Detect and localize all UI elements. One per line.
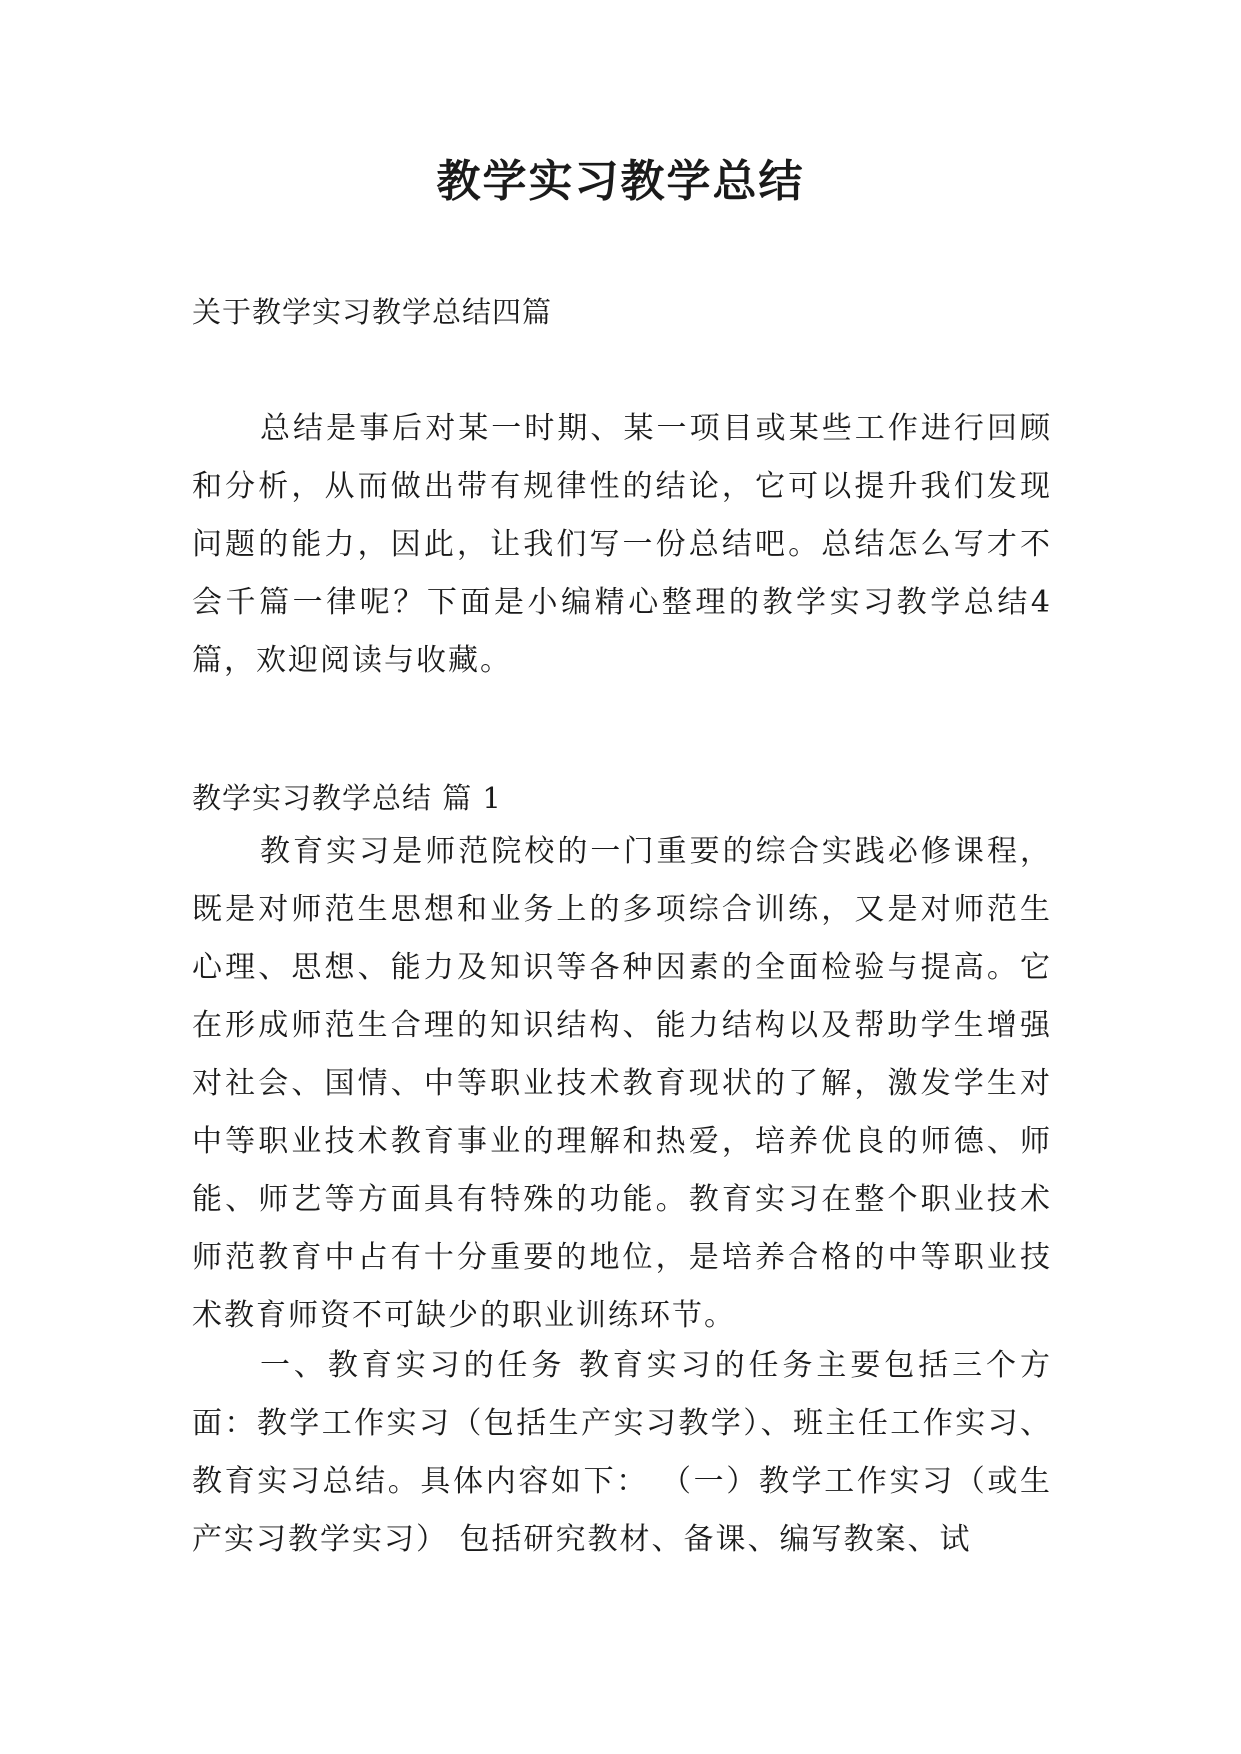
document-subtitle: 关于教学实习教学总结四篇 — [192, 295, 553, 329]
body-paragraph-1: 教育实习是师范院校的一门重要的综合实践必修课程，既是对师范生思想和业务上的多项综合训练，又是对师范生心理、思想、能力及知识等各种因素的全面检验与提高。它在形成师范生合理的知识结构、能力结构以及帮助学生增强对社会、国情、中等职业技术教育现状的了解，激发学生对中等职业技术教育事业的理解和热爱，培养优良的师德、师能、师艺等方面具有特殊的功能。教育实习在整个职业技术师范教育中占有十分重要的地位，是培养合格的中等职业技术教育师资不可缺少的职业训练环节。 — [192, 834, 1052, 1333]
section-heading-1: 教学实习教学总结 篇 1 — [192, 781, 502, 815]
intro-paragraph: 总结是事后对某一时期、某一项目或某些工作进行回顾和分析，从而做出带有规律性的结论，它可以提升我们发现问题的能力，因此，让我们写一份总结吧。总结怎么写才不会千篇一律呢？下面是小编精心整理的教学实习教学总结4篇，欢迎阅读与收藏。 — [192, 411, 1052, 678]
document-title: 教学实习教学总结 — [436, 156, 805, 207]
body-paragraph-2: 一、教育实习的任务 教育实习的任务主要包括三个方面：教学工作实习（包括生产实习教学）、班主任工作实习、教育实习总结。具体内容如下： （一）教学工作实习（或生产实习教学实习） 包括研究教材、备课、编写教案、试 — [192, 1348, 1052, 1557]
